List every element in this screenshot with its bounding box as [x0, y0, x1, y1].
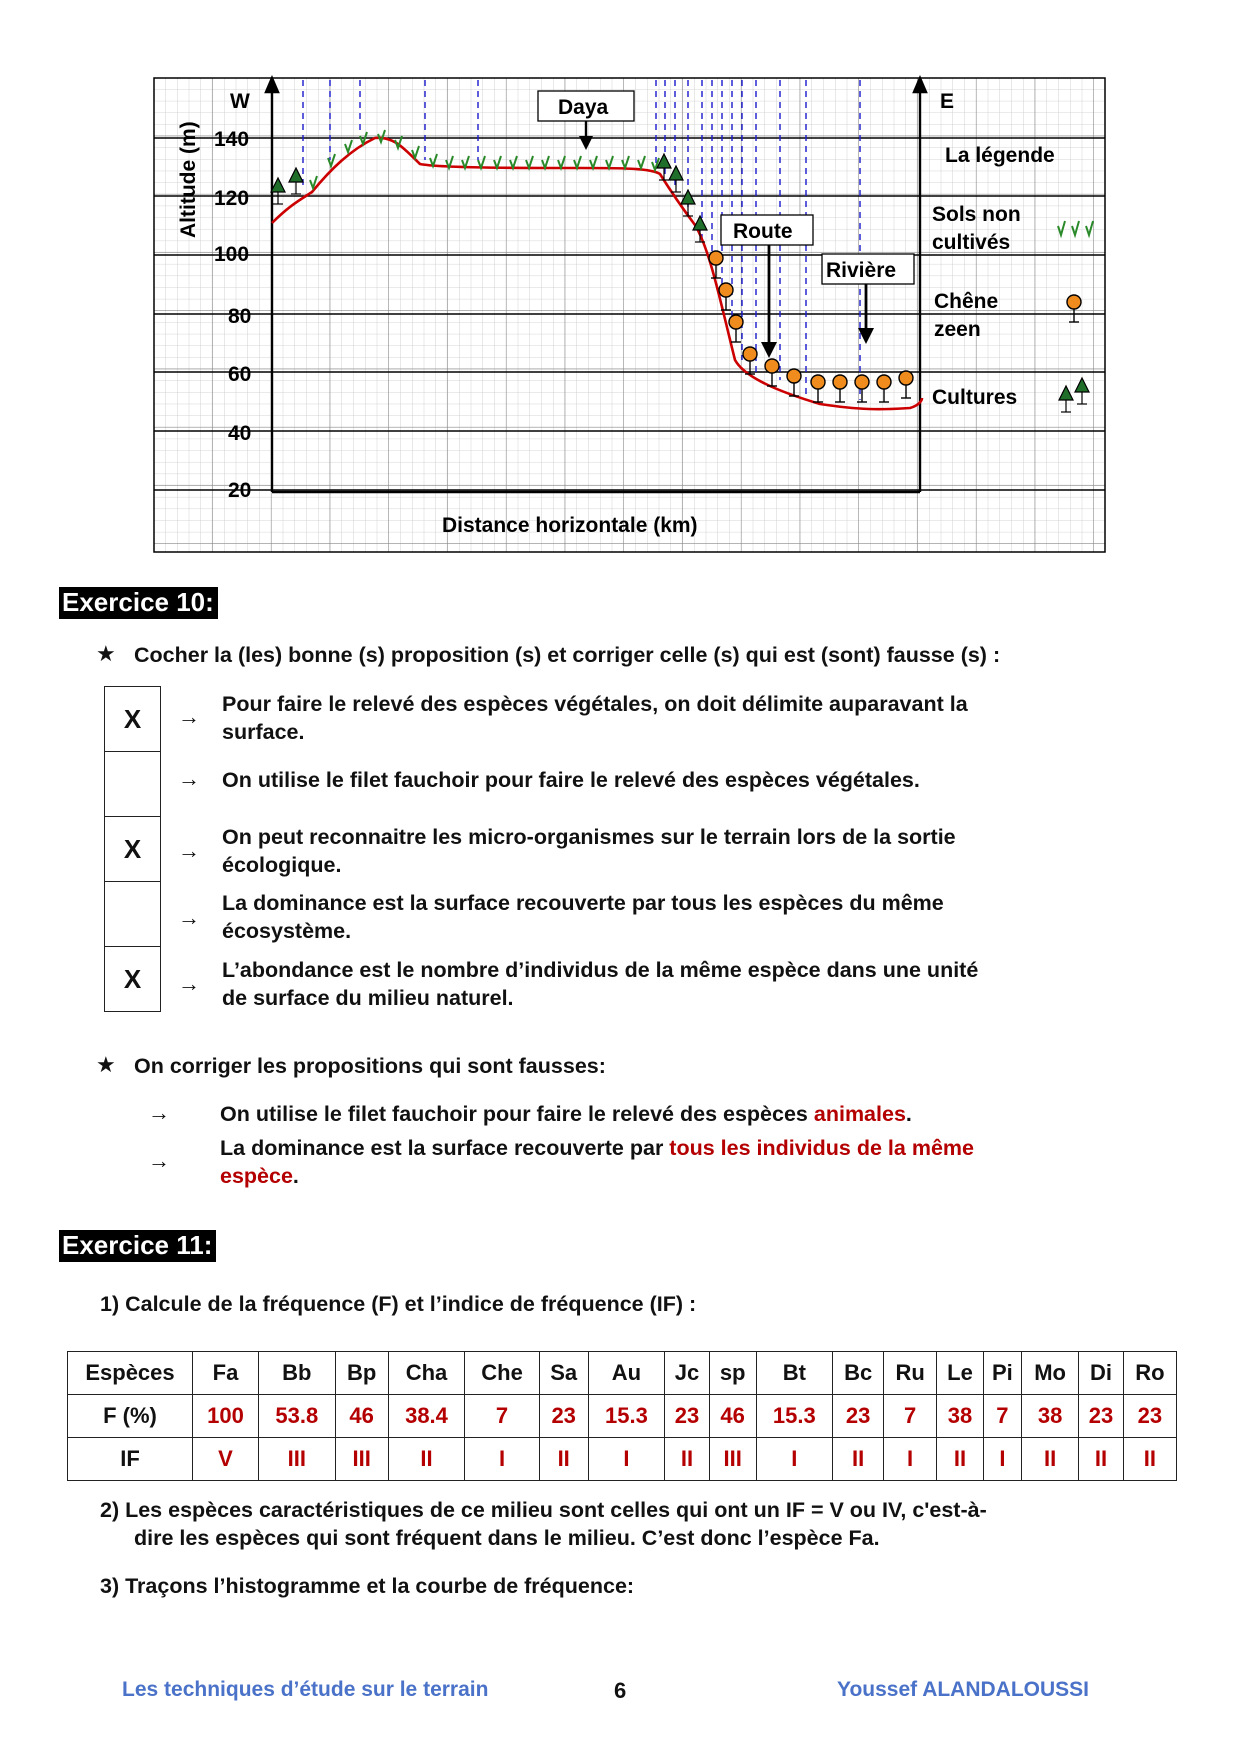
- proposition-1-line2: surface.: [222, 720, 305, 744]
- frequency-cell: 7: [884, 1395, 937, 1438]
- exercice-11-title: Exercice 11:: [59, 1230, 216, 1262]
- index-cell: I: [884, 1438, 937, 1481]
- species-cell: Au: [588, 1352, 665, 1395]
- index-cell: III: [335, 1438, 388, 1481]
- proposition-1: [222, 690, 1142, 746]
- question-1: 1) Calcule de la fréquence (F) et l’indice de fréquence (IF) :: [100, 1292, 697, 1316]
- index-cell: III: [709, 1438, 756, 1481]
- place-riviere-label: Rivière: [826, 259, 897, 282]
- proposition-5: [222, 956, 1142, 1012]
- index-cell: I: [465, 1438, 539, 1481]
- y-tick-80: 80: [228, 305, 252, 328]
- species-cell: sp: [709, 1352, 756, 1395]
- y-axis-label: Altitude (m): [177, 121, 200, 238]
- correction-2-cont: [220, 1162, 299, 1190]
- index-header: IF: [68, 1438, 193, 1481]
- legend-sols-line1: Sols non: [932, 203, 1021, 226]
- species-row: [68, 1352, 1177, 1395]
- correction-1-red: animales: [813, 1102, 906, 1126]
- proposition-3-line2: écologique.: [222, 853, 342, 877]
- arrow-icon: →: [148, 1100, 170, 1125]
- index-cell: V: [193, 1438, 259, 1481]
- star-bullet-icon: ★: [96, 641, 116, 666]
- question-2-line2: dire les espèces qui sont fréquent dans le milieu. C’est donc l’espèce Fa.: [134, 1526, 880, 1550]
- checkbox-3[interactable]: X: [105, 817, 161, 882]
- proposition-1-line1: Pour faire le relevé des espèces végétales, on doit délimite auparavant la: [222, 692, 968, 716]
- exercice-10-title: Exercice 10:: [59, 587, 218, 619]
- proposition-5-line1: L’abondance est le nombre d’individus de la même espèce dans une unité: [222, 958, 979, 982]
- frequency-cell: 100: [193, 1395, 259, 1438]
- y-tick-40: 40: [228, 422, 252, 445]
- frequency-cell: 38.4: [388, 1395, 465, 1438]
- exercice-10-instruction: Cocher la (les) bonne (s) proposition (s) et corriger celle (s) qui est (sont) fausse (s) :: [134, 643, 1001, 667]
- page-number: 6: [614, 1678, 627, 1703]
- species-cell: Bc: [833, 1352, 884, 1395]
- proposition-2: [222, 766, 1142, 794]
- legend-sols-line2: cultivés: [932, 231, 1011, 254]
- footer-title: Les techniques d’étude sur le terrain: [122, 1678, 489, 1701]
- correction-2-red1: tous les individus de la même: [669, 1136, 974, 1160]
- species-cell: Ru: [884, 1352, 937, 1395]
- proposition-5-line2: de surface du milieu naturel.: [222, 986, 514, 1010]
- index-cell: II: [665, 1438, 710, 1481]
- proposition-4-line1: La dominance est la surface recouverte par tous les espèces du même: [222, 891, 944, 915]
- arrow-icon: →: [178, 766, 200, 791]
- frequency-cell: 23: [665, 1395, 710, 1438]
- species-cell: Jc: [665, 1352, 710, 1395]
- arrow-icon: →: [178, 838, 200, 863]
- index-cell: II: [833, 1438, 884, 1481]
- footer-author: Youssef ALANDALOUSSI: [837, 1678, 1090, 1701]
- frequency-cell: 23: [1079, 1395, 1124, 1438]
- index-cell: III: [258, 1438, 335, 1481]
- checkbox-4[interactable]: [105, 882, 161, 947]
- correction-1-end: .: [905, 1102, 912, 1126]
- y-tick-60: 60: [228, 363, 252, 386]
- y-tick-120: 120: [214, 187, 250, 210]
- index-row: [68, 1438, 1177, 1481]
- species-cell: Che: [465, 1352, 539, 1395]
- species-cell: Le: [937, 1352, 984, 1395]
- y-tick-100: 100: [214, 243, 250, 266]
- proposition-3-line1: On peut reconnaitre les micro-organismes sur le terrain lors de la sortie: [222, 825, 956, 849]
- species-cell: Bt: [756, 1352, 833, 1395]
- index-cell: II: [388, 1438, 465, 1481]
- checkbox-column: [104, 686, 161, 1012]
- species-cell: Cha: [388, 1352, 465, 1395]
- frequency-cell: 23: [539, 1395, 588, 1438]
- x-axis-label: Distance horizontale (km): [442, 514, 698, 537]
- question-2-line1: 2) Les espèces caractéristiques de ce milieu sont celles qui ont un IF = V ou IV, c'est-à-: [100, 1498, 987, 1522]
- frequency-cell: 46: [709, 1395, 756, 1438]
- frequency-cell: 15.3: [588, 1395, 665, 1438]
- frequency-cell: 15.3: [756, 1395, 833, 1438]
- species-cell: Mo: [1021, 1352, 1078, 1395]
- index-cell: I: [756, 1438, 833, 1481]
- frequency-cell: 38: [1021, 1395, 1078, 1438]
- correction-2: [220, 1134, 974, 1162]
- proposition-4-line2: écosystème.: [222, 919, 352, 943]
- index-cell: II: [539, 1438, 588, 1481]
- place-daya-label: Daya: [558, 96, 609, 119]
- index-cell: I: [983, 1438, 1021, 1481]
- y-tick-20: 20: [228, 479, 252, 502]
- star-bullet-icon: ★: [96, 1052, 116, 1077]
- proposition-2-line1: On utilise le filet fauchoir pour faire le relevé des espèces végétales.: [222, 768, 920, 792]
- index-cell: II: [937, 1438, 984, 1481]
- arrow-icon: →: [178, 704, 200, 729]
- frequency-cell: 7: [465, 1395, 539, 1438]
- correction-2-red2: espèce: [220, 1164, 293, 1188]
- legend-chene-line1: Chêne: [934, 290, 999, 313]
- correction-1-text: On utilise le filet fauchoir pour faire le relevé des espèces: [220, 1102, 814, 1126]
- frequency-cell: 23: [833, 1395, 884, 1438]
- index-cell: II: [1079, 1438, 1124, 1481]
- frequency-row: [68, 1395, 1177, 1438]
- frequency-header: F (%): [68, 1395, 193, 1438]
- question-3: 3) Traçons l’histogramme et la courbe de fréquence:: [100, 1574, 635, 1598]
- proposition-3: [222, 823, 1142, 879]
- proposition-4: [222, 889, 1142, 945]
- arrow-icon: →: [148, 1148, 170, 1173]
- index-cell: I: [588, 1438, 665, 1481]
- legend-chene-line2: zeen: [934, 318, 981, 341]
- species-cell: Sa: [539, 1352, 588, 1395]
- species-cell: Bp: [335, 1352, 388, 1395]
- correction-1: [220, 1100, 912, 1128]
- frequency-cell: 46: [335, 1395, 388, 1438]
- arrow-icon: →: [178, 971, 200, 996]
- west-label: W: [230, 90, 250, 113]
- arrow-icon: →: [178, 905, 200, 930]
- frequency-cell: 7: [983, 1395, 1021, 1438]
- index-cell: II: [1123, 1438, 1176, 1481]
- index-cell: II: [1021, 1438, 1078, 1481]
- species-header: Espèces: [68, 1352, 193, 1395]
- species-cell: Fa: [193, 1352, 259, 1395]
- y-tick-140: 140: [214, 128, 250, 151]
- correction-2-text: La dominance est la surface recouverte par: [220, 1136, 670, 1160]
- species-cell: Ro: [1123, 1352, 1176, 1395]
- legend-title: La légende: [945, 144, 1055, 167]
- frequency-cell: 38: [937, 1395, 984, 1438]
- species-cell: Pi: [983, 1352, 1021, 1395]
- place-route-label: Route: [733, 220, 793, 243]
- frequency-cell: 53.8: [258, 1395, 335, 1438]
- legend-cultures: Cultures: [932, 386, 1018, 409]
- checkbox-5[interactable]: X: [105, 947, 161, 1012]
- east-label: E: [940, 90, 955, 113]
- frequency-cell: 23: [1123, 1395, 1176, 1438]
- species-cell: Di: [1079, 1352, 1124, 1395]
- correction-2-end: .: [292, 1164, 299, 1188]
- species-cell: Bb: [258, 1352, 335, 1395]
- frequency-table: [67, 1351, 1177, 1481]
- correction-title: On corriger les propositions qui sont fausses:: [134, 1054, 606, 1078]
- checkbox-2[interactable]: [105, 752, 161, 817]
- topographic-profile-figure: [0, 0, 1240, 560]
- checkbox-1[interactable]: X: [105, 687, 161, 752]
